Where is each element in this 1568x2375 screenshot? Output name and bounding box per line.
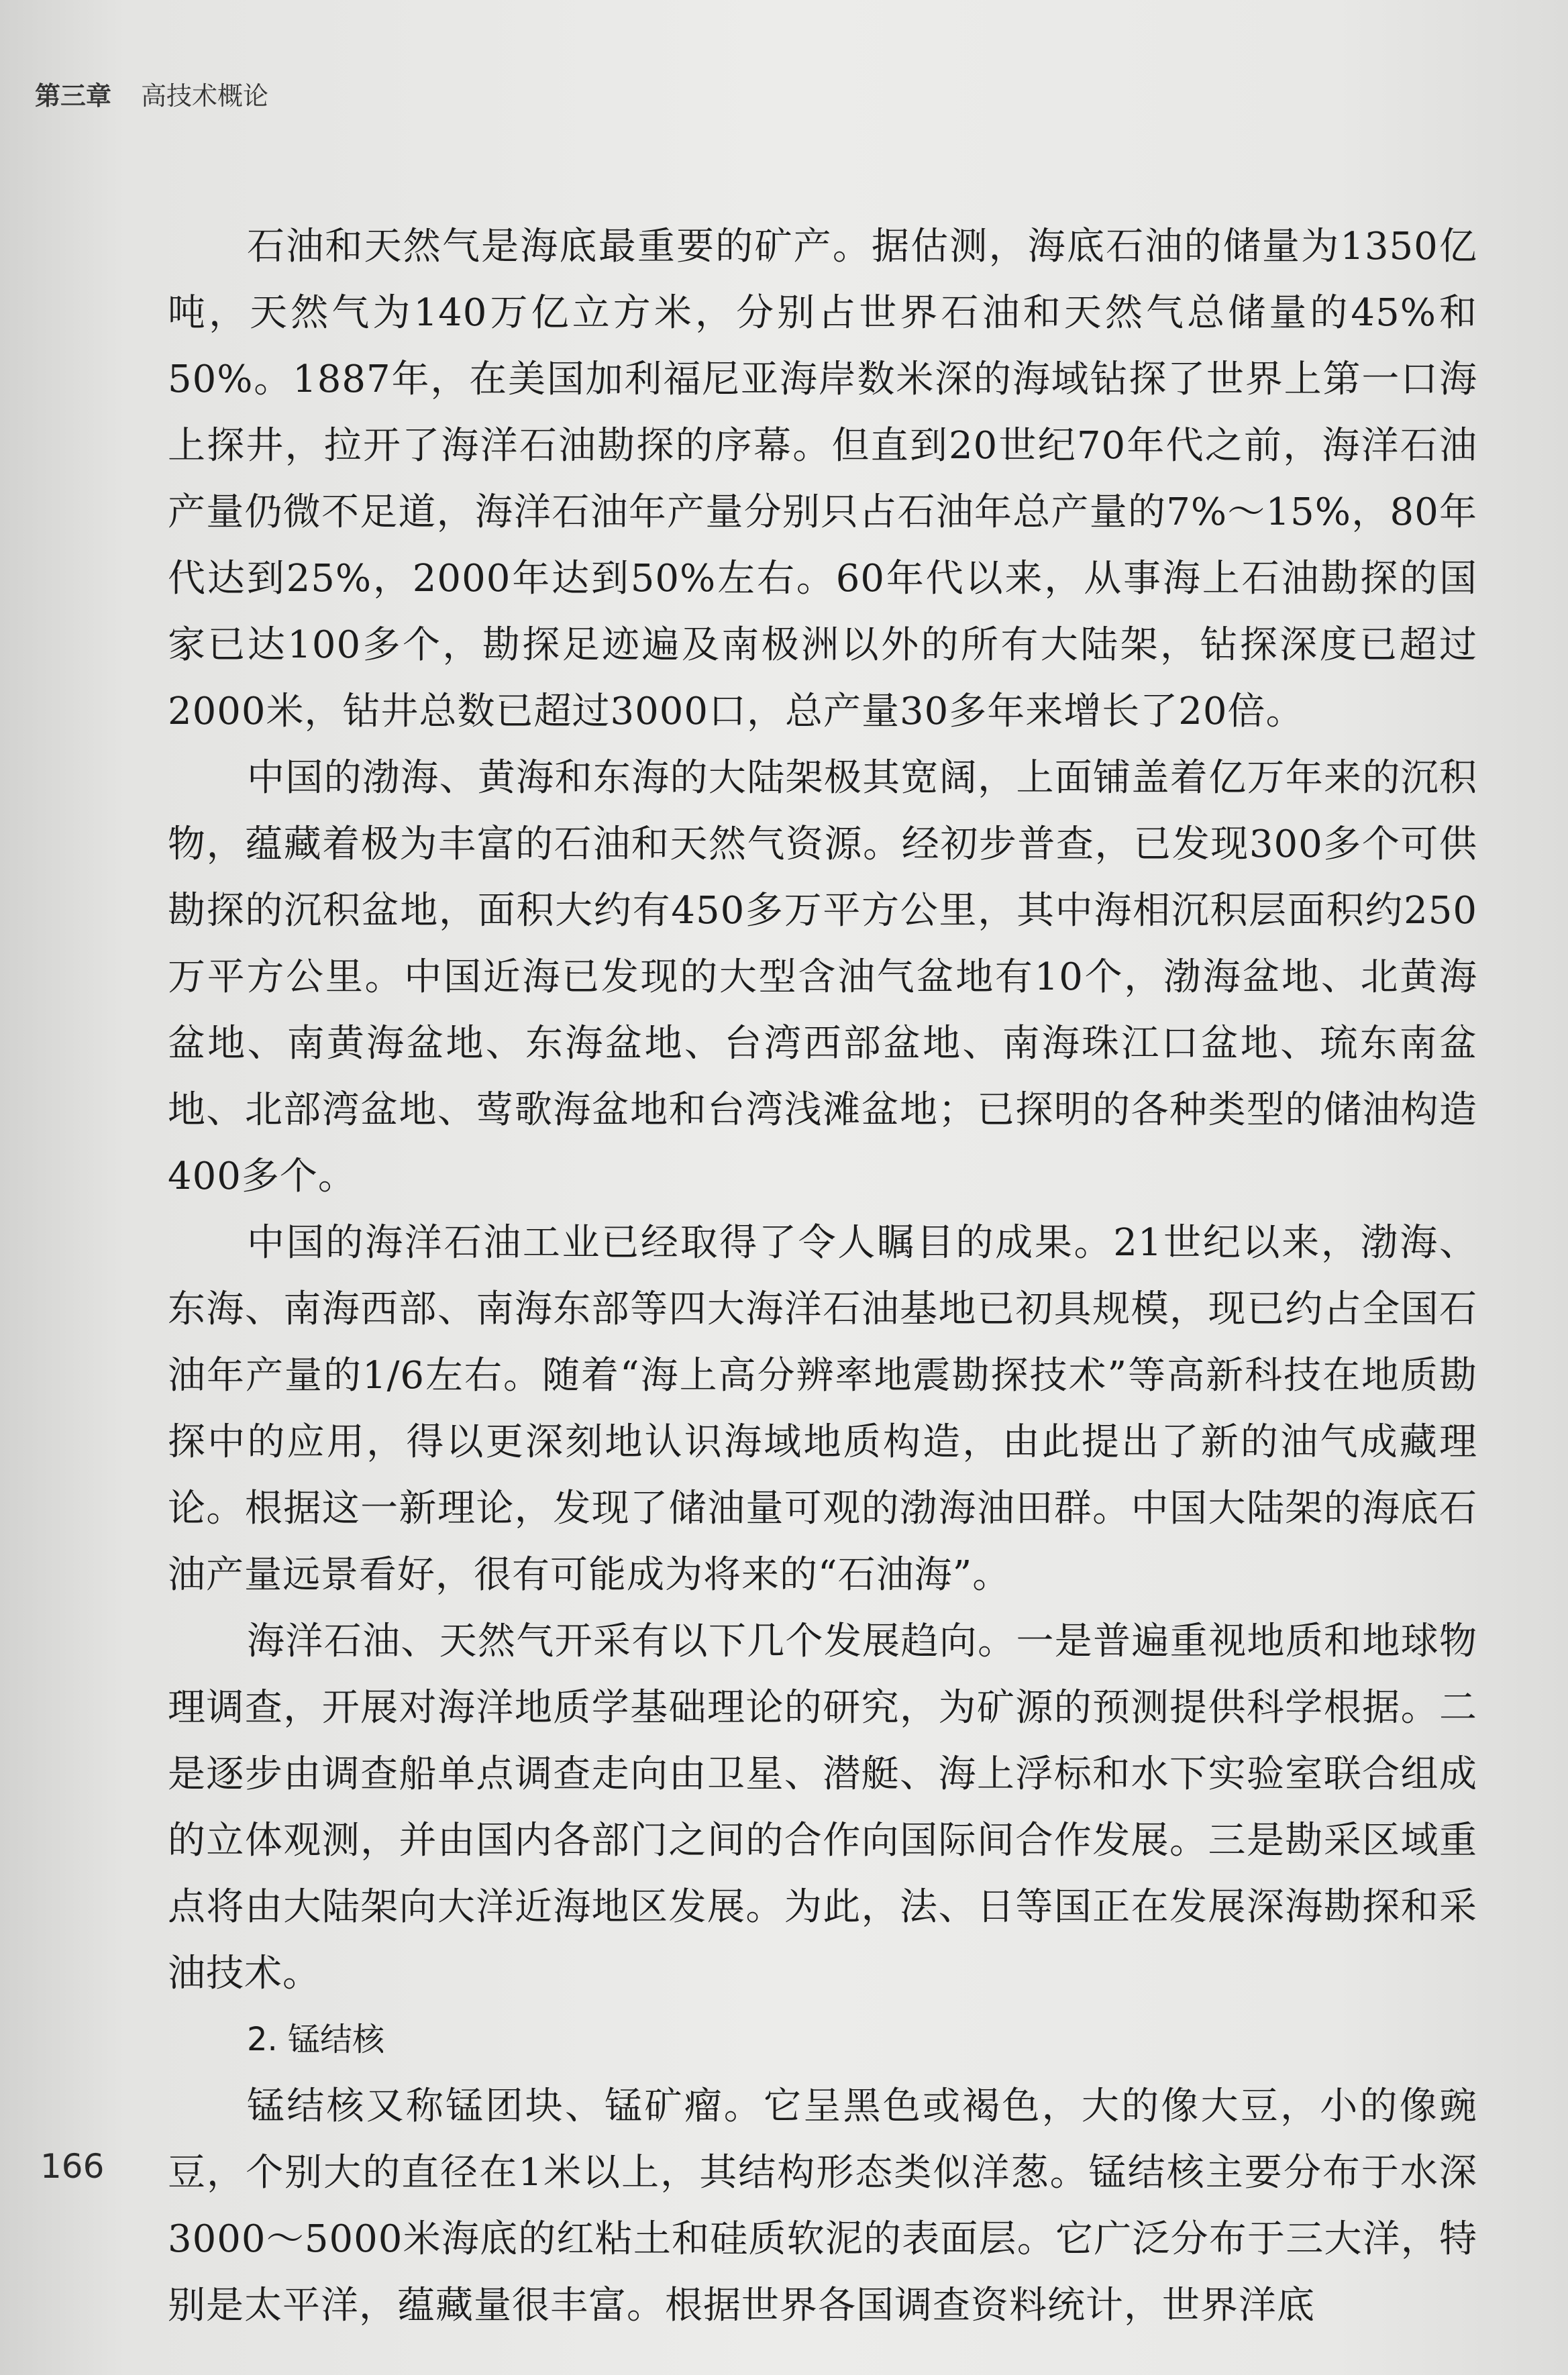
- page-number: 166: [40, 2147, 105, 2186]
- paragraph-oil-gas-reserves: 石油和天然气是海底最重要的矿产。据估测，海底石油的储量为1350亿吨，天然气为140万亿立方米，分别占世界石油和天然气总储量的45%和50%。1887年，在美国加利福尼亚海岸数米深的海域钻探了世界上第一口海上探井，拉开了海洋石油勘探的序幕。但直到20世纪70年代之前，海洋石油产量仍微不足道，海洋石油年产量分别只占石油年总产量的7%～15%，80年代达到25%，2000年达到50%左右。60年代以来，从事海上石油勘探的国家已达100多个，勘探足迹遍及南极洲以外的所有大陆架，钻探深度已超过2000米，钻井总数已超过3000口，总产量30多年来增长了20倍。: [168, 225, 1477, 733]
- chapter-label: 第三章: [35, 81, 112, 111]
- paragraph-manganese-nodules: 锰结核又称锰团块、锰矿瘤。它呈黑色或褐色，大的像大豆，小的像豌豆，个别大的直径在1米以上，其结构形态类似洋葱。锰结核主要分布于水深3000～5000米海底的红粘土和硅质软泥的表面层。它广泛分布于三大洋，特别是太平洋，蕴藏量很丰富。根据世界各国调查资料统计，世界洋底: [168, 2084, 1477, 2327]
- paragraph-offshore-oil-industry: 中国的海洋石油工业已经取得了令人瞩目的成果。21世纪以来，渤海、东海、南海西部、南海东部等四大海洋石油基地已初具规模，现已约占全国石油年产量的1/6左右。随着“海上高分辨率地震勘探技术”等高新科技在地质勘探中的应用，得以更深刻地认识海域地质构造，由此提出了新的油气成藏理论。根据这一新理论，发现了储油量可观的渤海油田群。中国大陆架的海底石油产量远景看好，很有可能成为将来的“石油海”。: [168, 1221, 1477, 1597]
- paragraph-china-continental-shelf: 中国的渤海、黄海和东海的大陆架极其宽阔，上面铺盖着亿万年来的沉积物，蕴藏着极为丰富的石油和天然气资源。经初步普查，已发现300多个可供勘探的沉积盆地，面积大约有450多万平方公里，其中海相沉积层面积约250万平方公里。中国近海已发现的大型含油气盆地有10个，渤海盆地、北黄海盆地、南黄海盆地、东海盆地、台湾西部盆地、南海珠江口盆地、琉东南盆地、北部湾盆地、莺歌海盆地和台湾浅滩盆地；已探明的各种类型的储油构造400多个。: [168, 756, 1477, 1198]
- chapter-title: 高技术概论: [141, 81, 269, 111]
- section-heading-manganese-nodules: 2. 锰结核: [247, 2021, 385, 2058]
- running-header: [35, 75, 268, 112]
- body-text: [168, 213, 1477, 2339]
- paragraph-development-trends: 海洋石油、天然气开采有以下几个发展趋向。一是普遍重视地质和地球物理调查，开展对海洋地质学基础理论的研究，为矿源的预测提供科学根据。二是逐步由调查船单点调查走向由卫星、潜艇、海上浮标和水下实验室联合组成的立体观测，并由国内各部门之间的合作向国际间合作发展。三是勘采区域重点将由大陆架向大洋近海地区发展。为此，法、日等国正在发展深海勘探和采油技术。: [168, 1620, 1477, 1995]
